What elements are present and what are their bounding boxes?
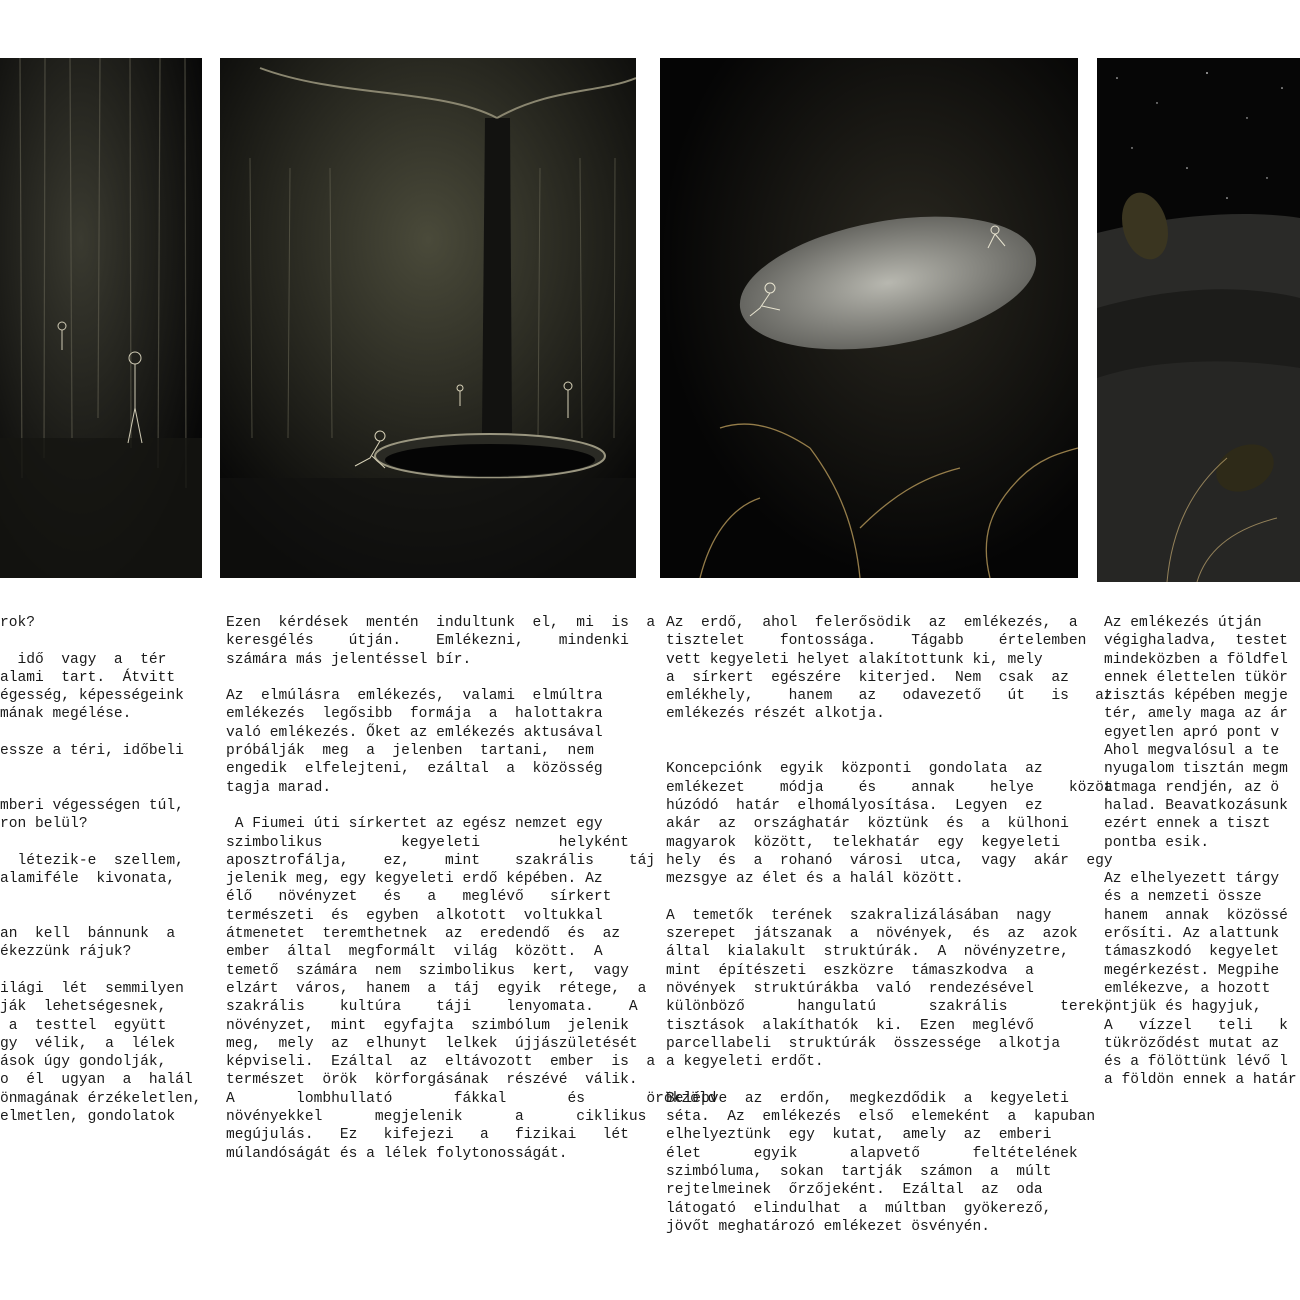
text-line: képviseli. Ezáltal az eltávozott ember is a <box>226 1054 656 1071</box>
text-line: A lombhullató fákkal és örökzöld <box>226 1090 717 1107</box>
text-line: Az elmúlásra emlékezés, valami elmúltra <box>226 688 603 705</box>
text-line: séta. Az emlékezés első elemeként a kapuban <box>666 1109 1096 1126</box>
text-line: Az elhelyezett tárgy <box>1104 871 1288 888</box>
text-line <box>0 907 201 925</box>
text-line: idő vagy a tér <box>0 651 167 668</box>
text-line: emlékezés legősibb formája a halottakra <box>226 706 603 723</box>
forest-well-image-panel <box>220 58 636 578</box>
text-line: tisztelet fontossága. Tágabb értelemben <box>666 633 1087 650</box>
text-line: jövőt meghatározó emlékezet ösvényén. <box>666 1218 991 1235</box>
text-line: tagja marad. <box>226 779 332 796</box>
text-line: temető számára nem szimbolikus kert, vagy <box>226 962 629 979</box>
text-column-3 <box>666 614 1121 1236</box>
text-line: ember által megformált világ között. A <box>226 944 603 961</box>
text-line: elzárt város, hanem a táj egyik rétege, a <box>226 980 647 997</box>
text-line <box>1104 852 1297 870</box>
text-line: végighaladva, testet <box>1104 633 1288 650</box>
text-line: rok? <box>0 615 36 631</box>
text-column-2 <box>226 614 716 1163</box>
text-line <box>666 1071 1121 1089</box>
text-line: ilági lét semmilyen <box>0 980 184 997</box>
text-line: halad. Beavatkozásunk <box>1104 797 1288 814</box>
text-line: mának megélése. <box>0 706 132 723</box>
text-line: hely és a rohanó városi utca, vagy akár egy <box>666 852 1113 869</box>
text-line: jelenik meg, egy kegyeleti erdő képében. Az <box>226 871 603 888</box>
text-line: parcellabeli struktúrák összessége alkotja <box>666 1035 1061 1052</box>
text-line: önmagának érzékeletlen, <box>0 1090 202 1107</box>
text-line: növényekkel megjelenik a ciklikus <box>226 1109 647 1126</box>
forest-well-render <box>220 58 636 578</box>
text-line: természet örök körforgásának részévé válik. <box>226 1072 638 1089</box>
text-line: vett kegyeleti helyet alakítottunk ki, mely <box>666 651 1043 668</box>
text-line: és a nemzeti össze <box>1104 889 1262 906</box>
text-line: különböző hangulatú szakrális terek, <box>666 999 1113 1016</box>
text-line: rejtelmeinek őrzőjeként. Ezáltal az oda <box>666 1182 1043 1199</box>
text-line: A temetők terének szakralizálásában nagy <box>666 907 1052 924</box>
text-line: múlandóságát és a lélek folytonosságát. <box>226 1145 568 1162</box>
text-column-4 <box>1104 614 1297 1090</box>
text-line: a földön ennek a határ <box>1104 1072 1297 1089</box>
text-line: ások úgy gondolják, <box>0 1054 167 1071</box>
text-line: szimbolikus kegyeleti helyként <box>226 834 629 851</box>
text-line: a maga rendjén, az ö <box>1104 779 1280 796</box>
text-line: egyetlen apró pont v <box>1104 724 1280 741</box>
text-line: Az emlékezés útján <box>1104 615 1280 631</box>
text-line: aposztrofálja, ez, mint szakrális táj <box>226 852 656 869</box>
text-line: o él ugyan a halál <box>0 1072 193 1089</box>
text-line <box>226 669 716 687</box>
text-line: essze a téri, időbeli <box>0 743 184 760</box>
text-line <box>0 760 201 778</box>
text-line: ékezzünk rájuk? <box>0 944 132 961</box>
text-line: pontba esik. <box>1104 834 1210 851</box>
text-line: és a fölöttünk lévő l <box>1104 1054 1288 1071</box>
text-line: elmetlen, gondolatok <box>0 1109 176 1126</box>
text-line <box>0 888 201 906</box>
forest-visitors-render <box>0 58 202 578</box>
text-line: megújulás. Ez kifejezi a fizikai lét <box>226 1127 629 1144</box>
text-line: mezsgye az élet és a halál között. <box>666 871 964 888</box>
text-line: Belépve az erdőn, megkezdődik a kegyeleti <box>666 1090 1069 1107</box>
text-line: tisztás képében megje <box>1104 688 1288 705</box>
text-line: Ezen kérdések mentén indultunk el, mi is a <box>226 615 656 631</box>
text-line: nyugalom tisztán megm <box>1104 761 1288 778</box>
text-line <box>666 724 1121 742</box>
text-line: támaszkodó kegyelet <box>1104 944 1280 961</box>
text-line <box>0 962 201 980</box>
text-line: növényzet, mint egyfajta szimbólum jelenik <box>226 1017 629 1034</box>
text-line: A Fiumei úti sírkertet az egész nemzet egy <box>226 816 603 833</box>
text-line: való emlékezés. Őket az emlékezés aktusával <box>226 724 603 741</box>
text-line: alamiféle kivonata, <box>0 871 176 888</box>
text-line: a kegyeleti erdőt. <box>666 1054 824 1071</box>
text-line: szimbóluma, sokan tartják számon a múlt <box>666 1163 1052 1180</box>
text-line: növények struktúrákba való rendezésével <box>666 980 1034 997</box>
text-line: emlékhely, hanem az odavezető út is az <box>666 688 1113 705</box>
text-line: gy vélik, a lélek <box>0 1035 176 1052</box>
text-line: erősíti. Az alattunk <box>1104 926 1288 943</box>
text-line: alami tart. Átvitt <box>0 669 176 686</box>
text-line <box>0 779 201 797</box>
text-line: mindeközben a földfel <box>1104 651 1288 668</box>
clearing-pool-render <box>660 58 1078 578</box>
starry-field-render <box>1097 58 1300 582</box>
text-line: engedik elfelejteni, ezáltal a közösség <box>226 761 603 778</box>
text-line: átmenetet teremthetnek az eredendő és az <box>226 926 621 943</box>
text-line: égesség, képességeink <box>0 688 184 705</box>
text-line: élő növényzet és a meglévő sírkert <box>226 889 612 906</box>
text-line: emlékezve, a hozott <box>1104 980 1280 997</box>
text-line: magyarok között, telekhatár egy kegyeleti <box>666 834 1061 851</box>
text-line: húzódó határ elhomályosítása. Legyen ez <box>666 797 1043 814</box>
text-line: látogató elindulhat a múltban gyökerező, <box>666 1200 1052 1217</box>
text-line: akár az országhatár köztünk és a külhoni <box>666 816 1069 833</box>
text-line: a testtel együtt <box>0 1017 167 1034</box>
text-line: ezért ennek a tiszt <box>1104 816 1271 833</box>
text-line: mint építészeti eszközre támaszkodva a <box>666 962 1034 979</box>
text-line <box>226 797 716 815</box>
text-line: Az erdő, ahol felerősödik az emlékezés, a <box>666 615 1078 631</box>
clearing-pool-image-panel <box>660 58 1078 578</box>
text-line: emlékezet módja és annak helye között <box>666 779 1122 796</box>
text-line: élet egyik alapvető feltételének <box>666 1145 1078 1162</box>
text-line: létezik-e szellem, <box>0 852 184 869</box>
text-line: elhelyeztünk egy kutat, amely az emberi <box>666 1127 1052 1144</box>
text-line <box>0 834 201 852</box>
text-line: Ahol megvalósul a te <box>1104 743 1280 760</box>
text-line: számára más jelentéssel bír. <box>226 651 472 668</box>
text-line: ennek élettelen tükör <box>1104 669 1288 686</box>
text-line <box>0 632 201 650</box>
text-line: A vízzel teli k <box>1104 1017 1288 1034</box>
text-line: mberi végességen túl, <box>0 797 184 814</box>
text-column-1 <box>0 614 201 1126</box>
text-line: emlékezés részét alkotja. <box>666 706 885 723</box>
text-line: ron belül? <box>0 816 88 833</box>
text-line: a sírkert egészére kiterjed. Nem csak az <box>666 669 1069 686</box>
text-line: tér, amely maga az ár <box>1104 706 1288 723</box>
text-line: hanem annak közössé <box>1104 907 1288 924</box>
starry-field-image-panel <box>1097 58 1300 582</box>
text-line: tükröződést mutat az <box>1104 1035 1288 1052</box>
text-line: szerepet játszanak a növények, és az azok <box>666 926 1078 943</box>
text-line: szakrális kultúra táji lenyomata. A <box>226 999 638 1016</box>
text-line: öntjük és hagyjuk, <box>1104 999 1262 1016</box>
text-line: an kell bánnunk a <box>0 926 176 943</box>
text-line <box>0 724 201 742</box>
text-line: által kialakult struktúrák. A növényzetre, <box>666 944 1069 961</box>
text-line <box>666 742 1121 760</box>
text-line <box>666 888 1121 906</box>
text-line: természeti és egyben alkotott voltukkal <box>226 907 603 924</box>
text-line: keresgélés útján. Emlékezni, mindenki <box>226 633 629 650</box>
text-line: megérkezést. Megpihe <box>1104 962 1280 979</box>
text-line: Koncepciónk egyik központi gondolata az <box>666 761 1043 778</box>
text-line: ják lehetségesnek, <box>0 999 167 1016</box>
text-line: próbálják meg a jelenben tartani, nem <box>226 743 594 760</box>
text-line: meg, mely az elhunyt lelkek újjászületését <box>226 1035 638 1052</box>
text-line: tisztások alakíthatók ki. Ezen meglévő <box>666 1017 1034 1034</box>
forest-image-panel-1 <box>0 58 202 578</box>
